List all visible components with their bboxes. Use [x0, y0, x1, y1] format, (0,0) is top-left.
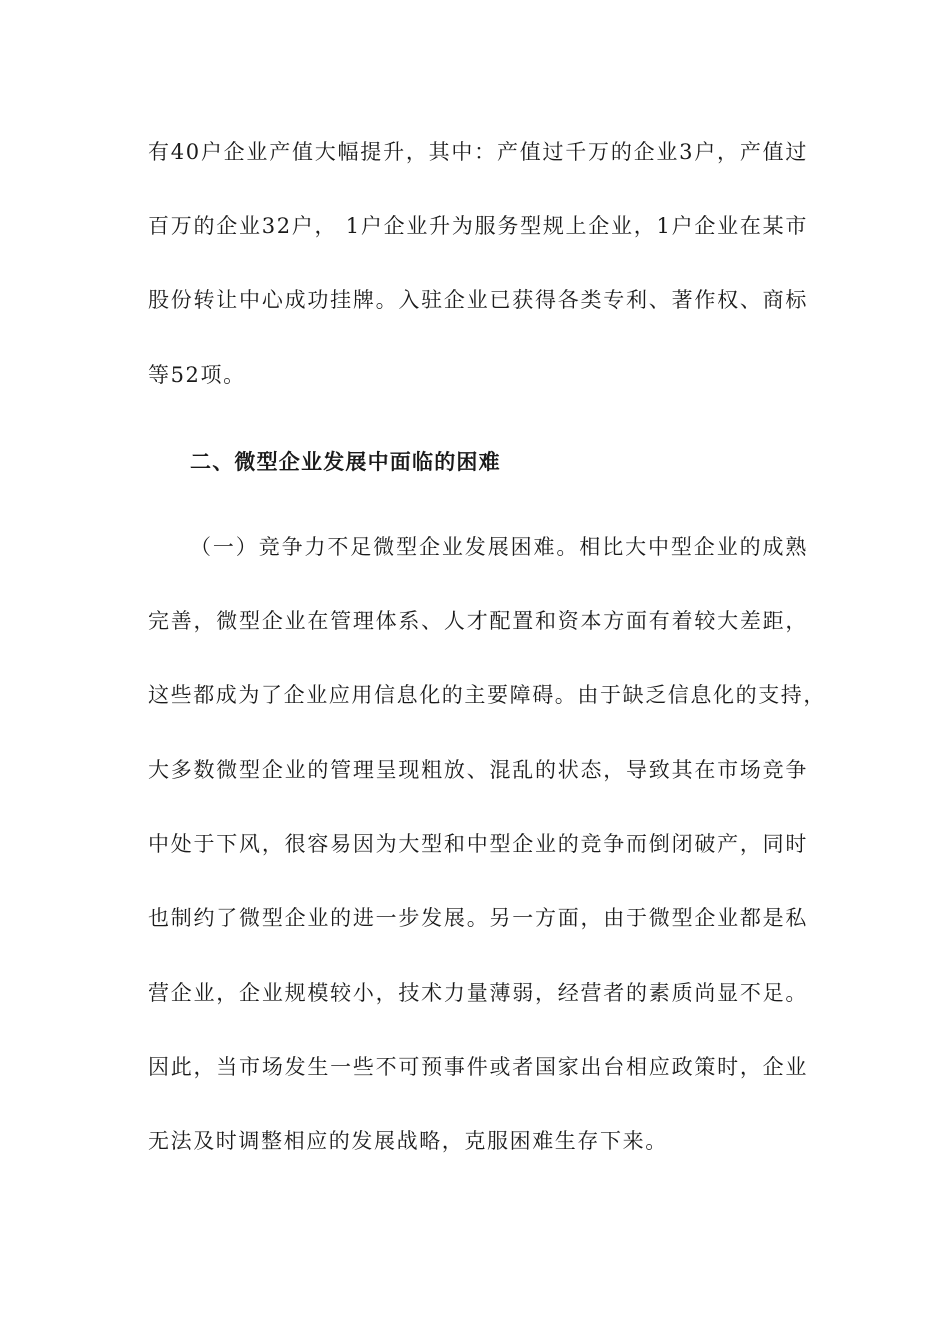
paragraph-line: （一）竞争力不足微型企业发展困难。相比大中型企业的成熟 — [190, 535, 808, 559]
paragraph-line: 百万的企业32户， 1户企业升为服务型规上企业，1户企业在某市 — [148, 214, 808, 238]
paragraph-line: 等52项。 — [148, 363, 246, 387]
paragraph-line: 完善，微型企业在管理体系、人才配置和资本方面有着较大差距， — [148, 609, 808, 633]
paragraph-line: 股份转让中心成功挂牌。入驻企业已获得各类专利、著作权、商标 — [148, 288, 808, 312]
paragraph-line: 营企业，企业规模较小，技术力量薄弱，经营者的素质尚显不足。 — [148, 981, 808, 1005]
section-heading: 二、微型企业发展中面临的困难 — [190, 450, 501, 474]
paragraph-line: 这些都成为了企业应用信息化的主要障碍。由于缺乏信息化的支持， — [148, 683, 826, 707]
paragraph-line: 大多数微型企业的管理呈现粗放、混乱的状态，导致其在市场竞争 — [148, 758, 808, 782]
paragraph-line: 因此，当市场发生一些不可预事件或者国家出台相应政策时，企业 — [148, 1055, 808, 1079]
paragraph-line: 中处于下风，很容易因为大型和中型企业的竞争而倒闭破产，同时 — [148, 832, 808, 856]
paragraph-line: 无法及时调整相应的发展战略，克服困难生存下来。 — [148, 1129, 668, 1153]
paragraph-line: 也制约了微型企业的进一步发展。另一方面，由于微型企业都是私 — [148, 906, 808, 930]
paragraph-line: 有40户企业产值大幅提升，其中：产值过千万的企业3户，产值过 — [148, 140, 808, 164]
